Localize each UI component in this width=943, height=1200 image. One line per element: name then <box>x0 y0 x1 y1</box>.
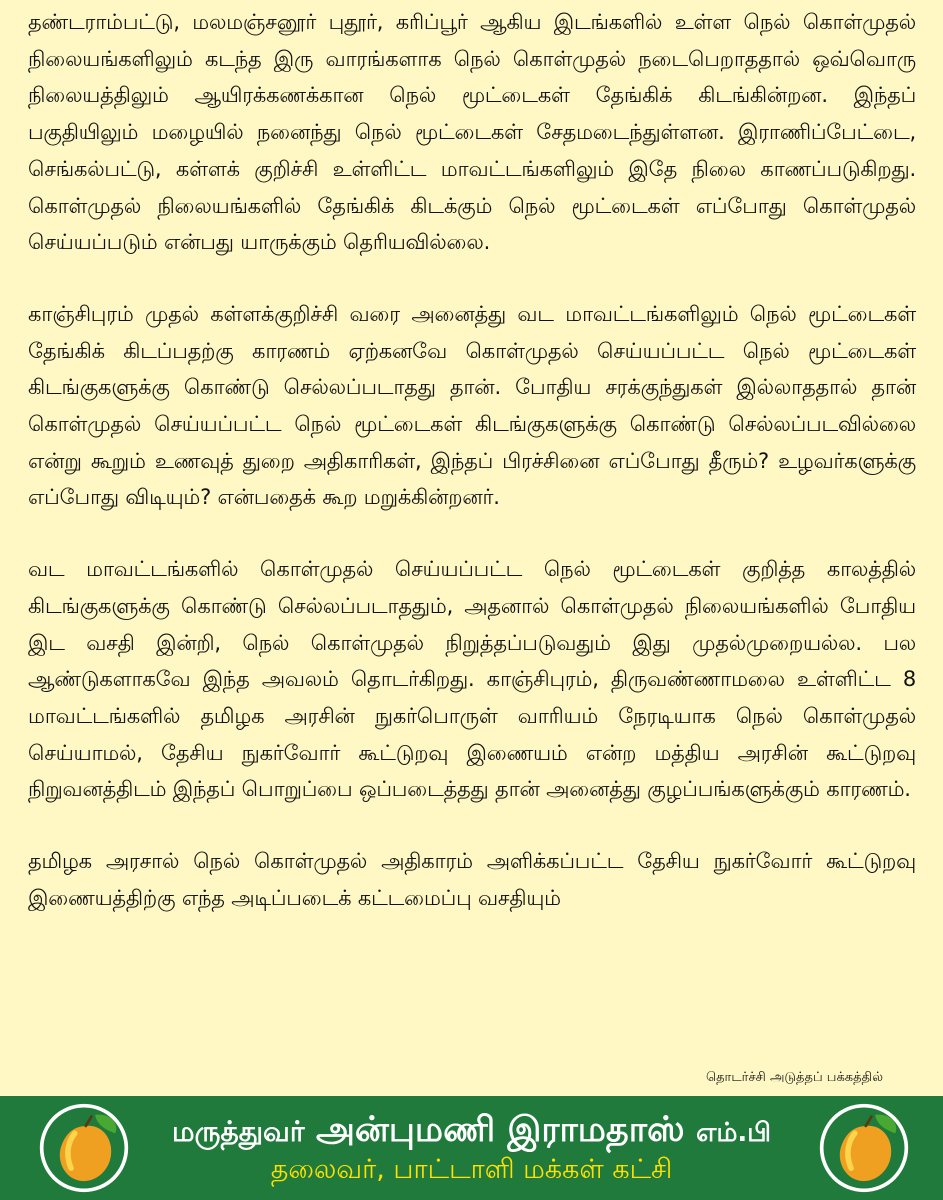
statement-body <box>28 4 916 916</box>
leader-name <box>0 1110 943 1154</box>
paragraph-3: வட மாவட்டங்களில் கொள்முதல் செய்யப்பட்ட நெல் மூட்டைகள் குறித்த காலத்தில் கிடங்குகளுக்கு கொண்டு செல்லப்படாததும், அதனால் கொள்முதல் நிலையங்களில் போதிய இட வசதி இன்றி, நெல் கொள்முதல் நிறுத்தப்படுவதும் இது முதல்முறையல்ல. பல ஆண்டுகளாகவே இந்த அவலம் தொடர்கிறது. காஞ்சிபுரம், திருவண்ணாமலை உள்ளிட்ட 8 மாவட்டங்களில் தமிழக அரசின் நுகர்பொருள் வாரியம் நேரடியாக நெல் கொள்முதல் செய்யாமல், தேசிய நுகர்வோர் கூட்டுறவு இணையம் என்ற மத்திய அரசின் கூட்டுறவு நிறுவனத்திடம் இந்தப் பொறுப்பை ஒப்படைத்தது தான் அனைத்து குழப்பங்களுக்கும் காரணம். <box>28 557 916 802</box>
paragraph-1: தண்டராம்பட்டு, மலமஞ்சனூர் புதூர், கரிப்பூர் ஆகிய இடங்களில் உள்ள நெல் கொள்முதல் நிலையங்களிலும் கடந்த இரு வாரங்களாக நெல் கொள்முதல் நடைபெறாததால் ஒவ்வொரு நிலையத்திலும் ஆயிரக்கணக்கான நெல் மூட்டைகள் தேங்கிக் கிடங்கின்றன. இந்தப் பகுதியிலும் மழையில் நனைந்து நெல் மூட்டைகள் சேதமடைந்துள்ளன. இராணிப்பேட்டை, செங்கல்பட்டு, கள்ளக் குறிச்சி உள்ளிட்ட மாவட்டங்களிலும் இதே நிலை காணப்படுகிறது. கொள்முதல் நிலையங்களில் தேங்கிக் கிடக்கும் நெல் மூட்டைகள் எப்போது கொள்முதல் செய்யப்படும் என்பது யாருக்கும் தெரியவில்லை. <box>28 10 916 255</box>
name-prefix: மருத்துவர் <box>172 1115 305 1148</box>
name-suffix: எம்.பி <box>696 1118 771 1148</box>
paragraph-4: தமிழக அரசால் நெல் கொள்முதல் அதிகாரம் அளிக்கப்பட்ட தேசிய நுகர்வோர் கூட்டுறவு இணையத்திற்கு எந்த அடிப்படைக் கட்டமைப்பு வசதியும் <box>28 849 916 910</box>
leader-title: தலைவர், பாட்டாளி மக்கள் கட்சி <box>270 1154 673 1185</box>
signature-footer <box>0 1096 943 1200</box>
continued-next-page-note: தொடர்ச்சி அடுத்தப் பக்கத்தில் <box>705 1070 883 1085</box>
paragraph-2: காஞ்சிபுரம் முதல் கள்ளக்குறிச்சி வரை அனைத்து வட மாவட்டங்களிலும் நெல் மூட்டைகள் தேங்கிக் கிடப்பதற்கு காரணம் ஏற்கனவே கொள்முதல் செய்யப்பட்ட நெல் மூட்டைகள் கிடங்குகளுக்கு கொண்டு செல்லப்படாதது தான். போதிய சரக்குந்துகள் இல்லாததால் தான் கொள்முதல் செய்யப்பட்ட நெல் மூட்டைகள் கிடங்குகளுக்கு கொண்டு செல்லப்படவில்லை என்று கூறும் உணவுத் துறை அதிகாரிகள், இந்தப் பிரச்சினை எப்போது தீரும்? உழவர்களுக்கு எப்போது விடியும்? என்பதைக் கூற மறுக்கின்றனர். <box>28 301 916 510</box>
mango-icon <box>818 1102 910 1194</box>
name-main: அன்புமணி இராமதாஸ் <box>316 1110 685 1150</box>
